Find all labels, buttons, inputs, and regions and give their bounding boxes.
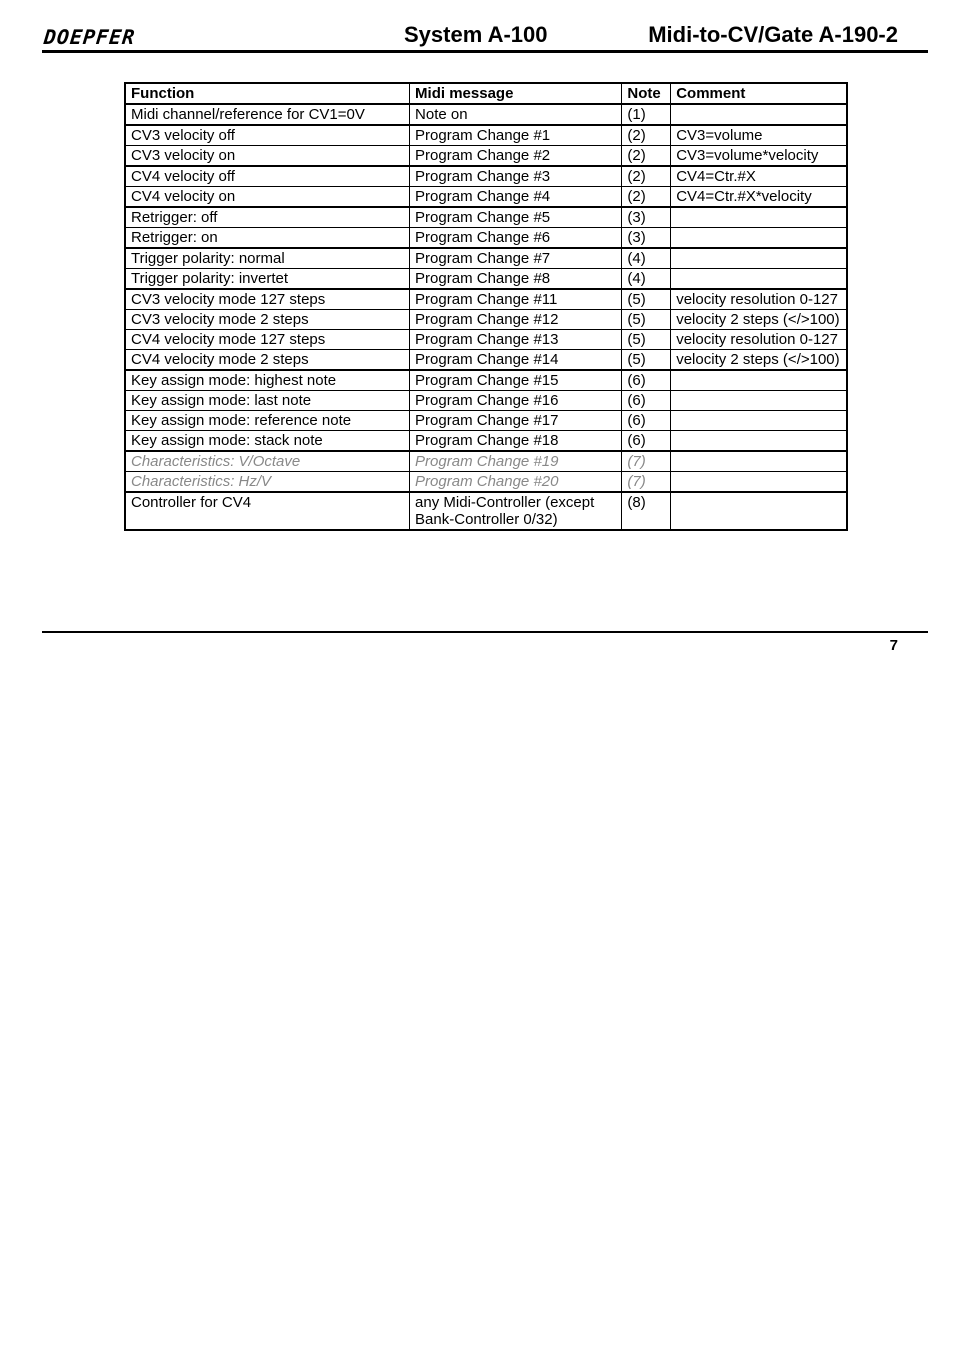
cell-function: Key assign mode: reference note [125, 411, 410, 431]
cell-function: Key assign mode: highest note [125, 370, 410, 391]
table-row [125, 146, 847, 167]
table-row [125, 391, 847, 411]
table-body [125, 104, 847, 530]
cell-note: (2) [622, 146, 671, 167]
cell-midi-message: Program Change #12 [410, 310, 622, 330]
cell-note: (5) [622, 310, 671, 330]
header-note: Note [622, 83, 671, 104]
cell-function: CV4 velocity mode 2 steps [125, 350, 410, 371]
cell-comment: velocity 2 steps (</>100) [671, 350, 847, 371]
cell-midi-message: Program Change #2 [410, 146, 622, 167]
table-row-disabled [125, 472, 847, 493]
table-row [125, 166, 847, 187]
cell-midi-message: Program Change #17 [410, 411, 622, 431]
cell-function: Retrigger: off [125, 207, 410, 228]
cell-function: CV3 velocity off [125, 125, 410, 146]
cell-function: Retrigger: on [125, 228, 410, 249]
cell-comment [671, 391, 847, 411]
cell-midi-message: Program Change #1 [410, 125, 622, 146]
cell-function: Midi channel/reference for CV1=0V [125, 104, 410, 125]
cell-midi-message: Program Change #18 [410, 431, 622, 452]
cell-comment [671, 207, 847, 228]
table-row [125, 187, 847, 208]
table-row [125, 370, 847, 391]
table-row [125, 125, 847, 146]
cell-function: Controller for CV4 [125, 492, 410, 530]
header-comment: Comment [671, 83, 847, 104]
cell-midi-message: Program Change #11 [410, 289, 622, 310]
brand-logo: DOEPFER [42, 25, 137, 49]
header-function: Function [125, 83, 410, 104]
cell-comment: CV4=Ctr.#X [671, 166, 847, 187]
cell-comment [671, 228, 847, 249]
cell-comment [671, 431, 847, 452]
cell-function: Trigger polarity: invertet [125, 269, 410, 290]
table-row [125, 228, 847, 249]
cell-midi-message: any Midi-Controller (except Bank-Controller 0/32) [410, 492, 622, 530]
cell-function: CV3 velocity on [125, 146, 410, 167]
cell-note: (1) [622, 104, 671, 125]
cell-comment [671, 248, 847, 269]
cell-midi-message: Program Change #5 [410, 207, 622, 228]
cell-midi-message: Program Change #3 [410, 166, 622, 187]
cell-comment [671, 451, 847, 472]
table-row [125, 431, 847, 452]
table-row [125, 411, 847, 431]
cell-note: (3) [622, 228, 671, 249]
table-row [125, 330, 847, 350]
table-row [125, 289, 847, 310]
cell-note: (5) [622, 289, 671, 310]
cell-note: (3) [622, 207, 671, 228]
table-row [125, 269, 847, 290]
cell-midi-message: Program Change #20 [410, 472, 622, 493]
cell-note: (6) [622, 411, 671, 431]
table-row [125, 350, 847, 371]
cell-function: Trigger polarity: normal [125, 248, 410, 269]
table-row-disabled [125, 451, 847, 472]
cell-function: CV3 velocity mode 127 steps [125, 289, 410, 310]
cell-note: (7) [622, 472, 671, 493]
table-header-row [125, 83, 847, 104]
cell-midi-message: Program Change #14 [410, 350, 622, 371]
cell-note: (6) [622, 370, 671, 391]
table-row [125, 492, 847, 530]
module-title: Midi-to-CV/Gate A-190-2 [648, 22, 898, 47]
cell-midi-message: Note on [410, 104, 622, 125]
cell-comment [671, 472, 847, 493]
cell-note: (6) [622, 431, 671, 452]
cell-comment: CV4=Ctr.#X*velocity [671, 187, 847, 208]
table-row [125, 310, 847, 330]
cell-comment: CV3=volume [671, 125, 847, 146]
cell-function: Key assign mode: last note [125, 391, 410, 411]
cell-comment [671, 370, 847, 391]
cell-comment: velocity 2 steps (</>100) [671, 310, 847, 330]
cell-function: Characteristics: V/Octave [125, 451, 410, 472]
cell-note: (4) [622, 248, 671, 269]
page-header [42, 20, 928, 53]
cell-function: Key assign mode: stack note [125, 431, 410, 452]
cell-comment: CV3=volume*velocity [671, 146, 847, 167]
cell-function: CV3 velocity mode 2 steps [125, 310, 410, 330]
cell-comment [671, 411, 847, 431]
cell-midi-message: Program Change #15 [410, 370, 622, 391]
header-midi-message: Midi message [410, 83, 622, 104]
table-row [125, 248, 847, 269]
cell-note: (2) [622, 166, 671, 187]
cell-midi-message: Program Change #8 [410, 269, 622, 290]
footer-divider [42, 631, 928, 633]
cell-note: (2) [622, 125, 671, 146]
cell-midi-message: Program Change #19 [410, 451, 622, 472]
midi-function-table [124, 82, 848, 531]
cell-comment [671, 104, 847, 125]
cell-note: (7) [622, 451, 671, 472]
cell-note: (8) [622, 492, 671, 530]
cell-comment: velocity resolution 0-127 [671, 330, 847, 350]
cell-comment [671, 269, 847, 290]
cell-function: CV4 velocity off [125, 166, 410, 187]
cell-note: (2) [622, 187, 671, 208]
cell-note: (6) [622, 391, 671, 411]
table-row [125, 104, 847, 125]
system-title: System A-100 [404, 22, 548, 47]
cell-note: (4) [622, 269, 671, 290]
cell-function: CV4 velocity mode 127 steps [125, 330, 410, 350]
cell-midi-message: Program Change #6 [410, 228, 622, 249]
cell-comment [671, 492, 847, 530]
cell-note: (5) [622, 350, 671, 371]
cell-function: CV4 velocity on [125, 187, 410, 208]
cell-midi-message: Program Change #16 [410, 391, 622, 411]
page-number: 7 [889, 637, 898, 654]
cell-function: Characteristics: Hz/V [125, 472, 410, 493]
cell-comment: velocity resolution 0-127 [671, 289, 847, 310]
cell-midi-message: Program Change #13 [410, 330, 622, 350]
cell-midi-message: Program Change #4 [410, 187, 622, 208]
table-row [125, 207, 847, 228]
cell-note: (5) [622, 330, 671, 350]
cell-midi-message: Program Change #7 [410, 248, 622, 269]
